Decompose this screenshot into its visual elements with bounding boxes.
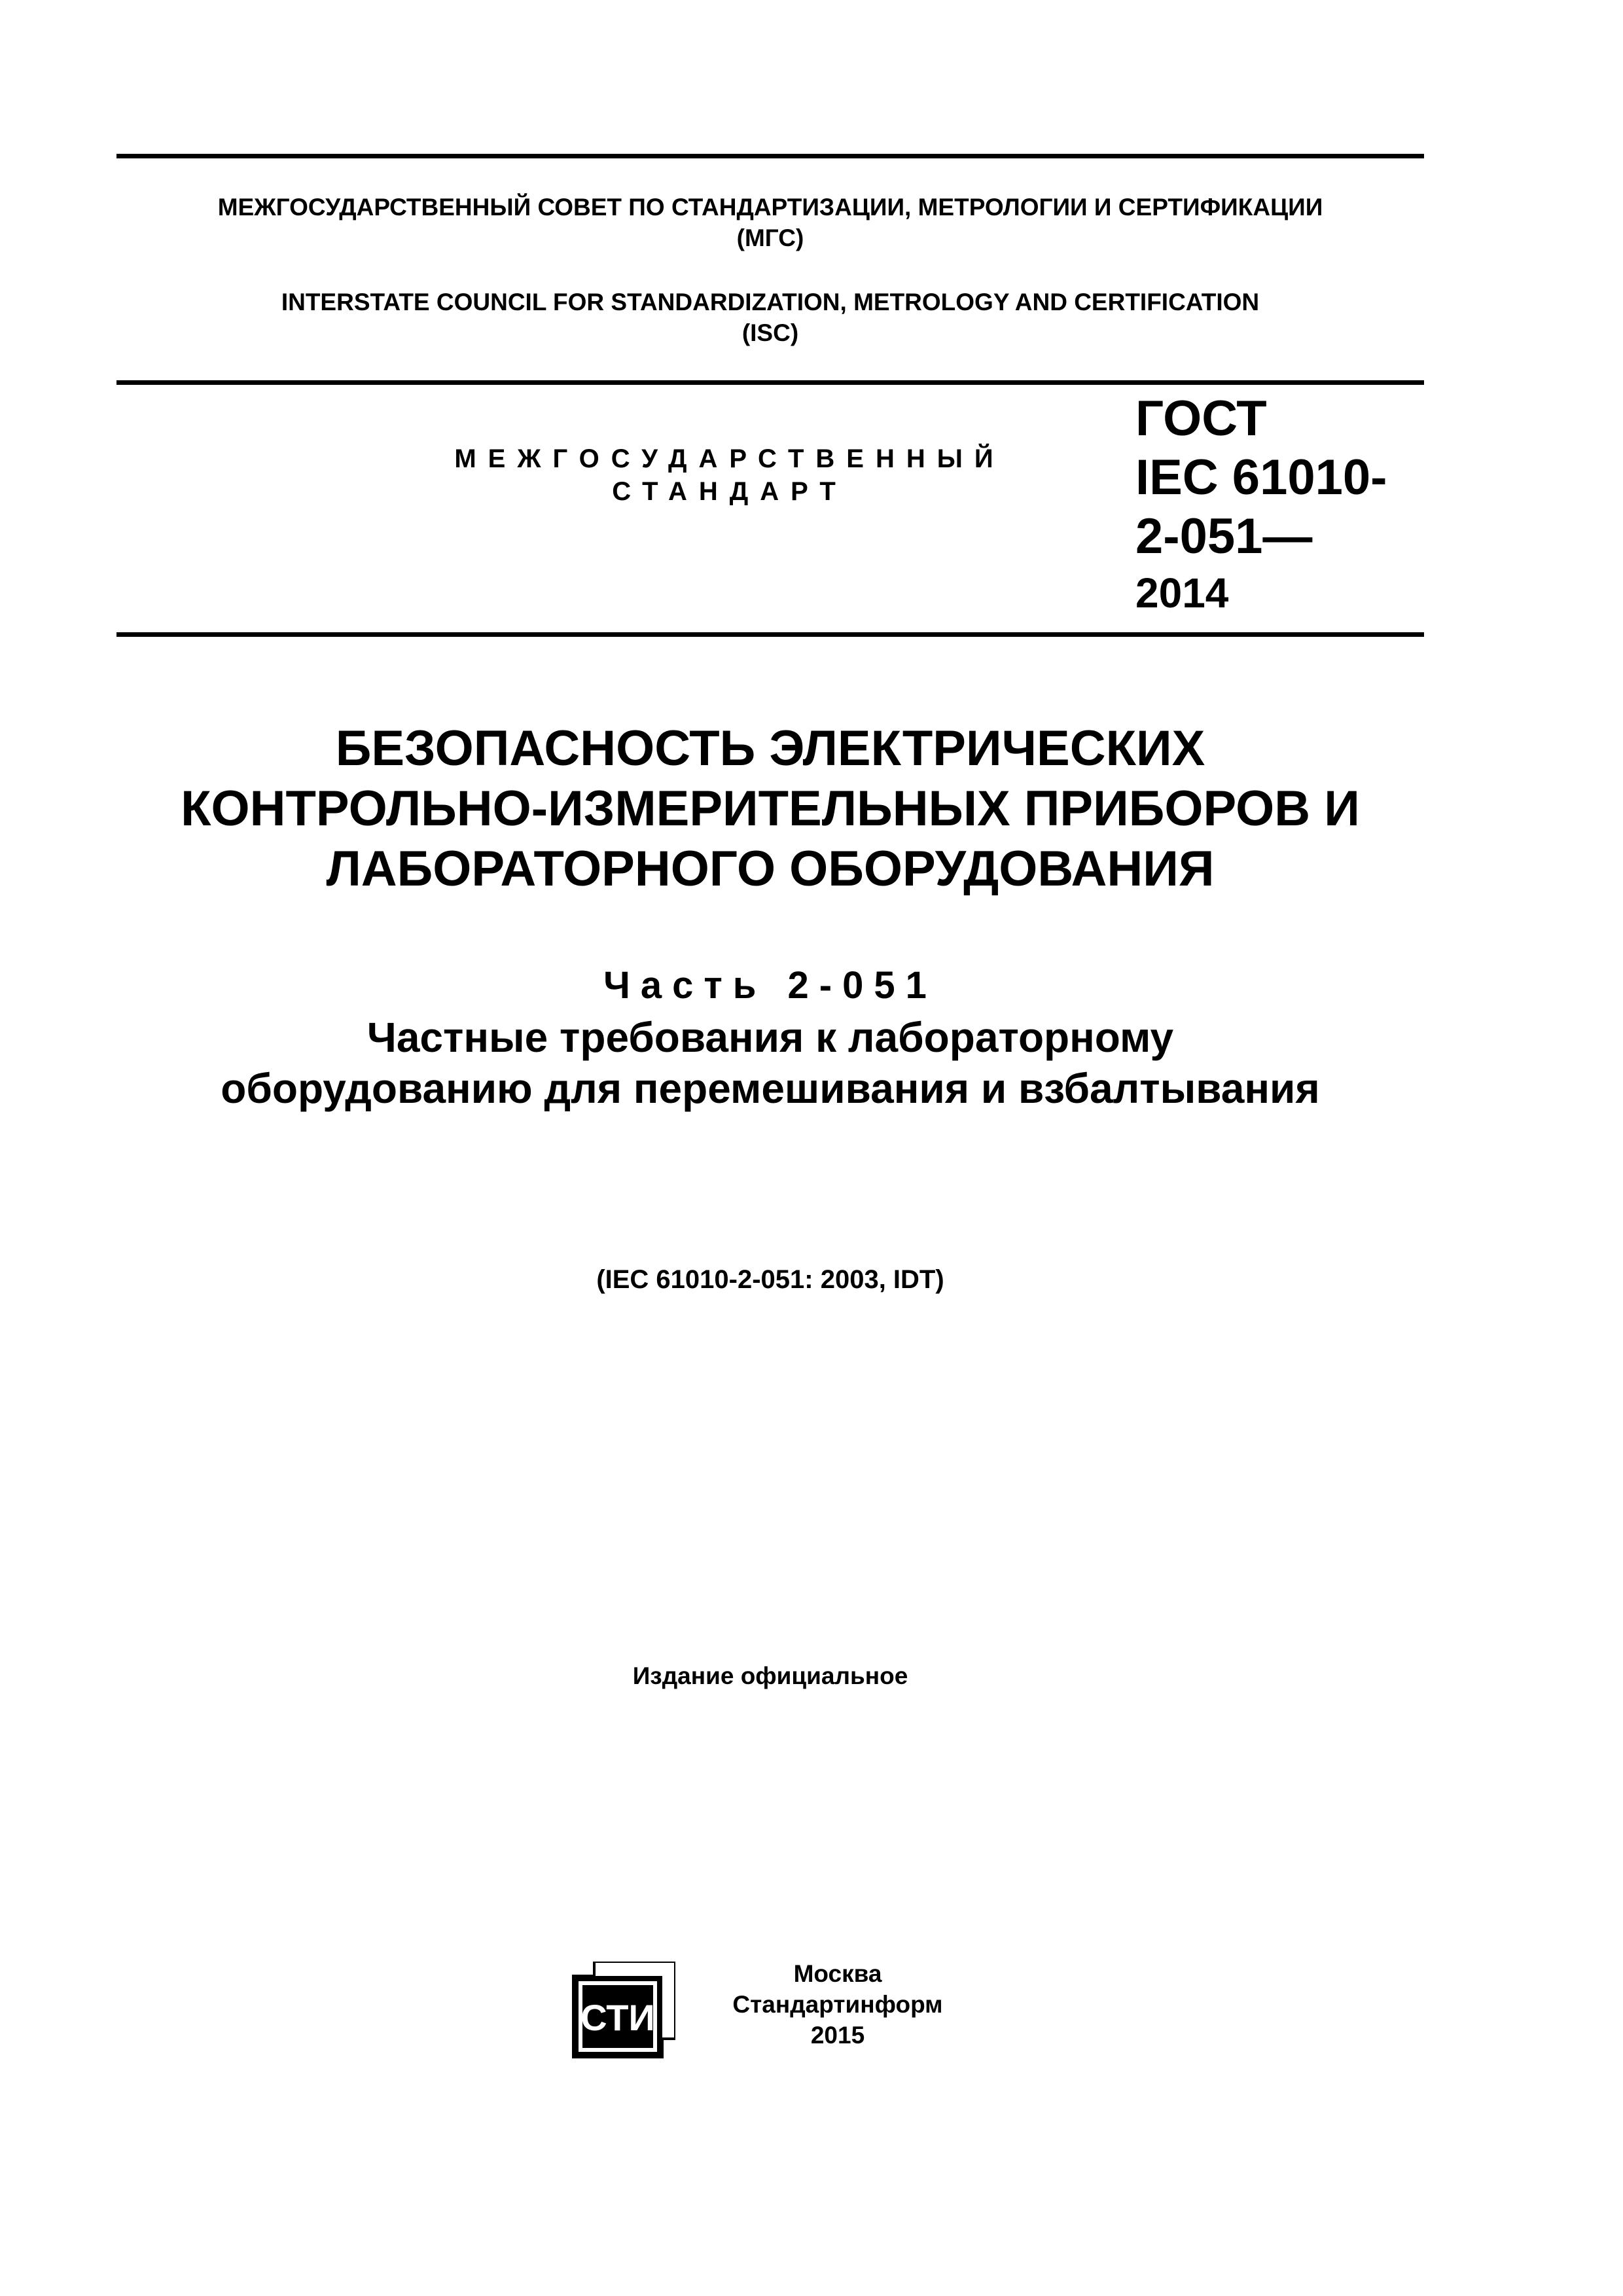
council-ru: МЕЖГОСУДАРСТВЕННЫЙ СОВЕТ ПО СТАНДАРТИЗАЦИИ, МЕТРОЛОГИИ И СЕРТИФИКАЦИИ — [217, 194, 1323, 221]
standard-kind-line1: МЕЖГОСУДАРСТВЕННЫЙ — [454, 444, 1005, 473]
part-title-line2: оборудованию для перемешивания и взбалтывания — [221, 1065, 1320, 1112]
edition-note: Издание официальное — [632, 1662, 908, 1689]
gost-line2: IEC 61010- — [1135, 450, 1387, 505]
publisher-name: Стандартинформ — [732, 1991, 943, 2018]
part-section — [116, 960, 1424, 1114]
publisher-year: 2015 — [810, 2022, 865, 2049]
gost-designation — [1135, 389, 1417, 620]
standartinform-logo-icon — [571, 1962, 675, 2060]
part-title-line1: Частные требования к лабораторному — [366, 1014, 1174, 1061]
council-header — [116, 192, 1424, 348]
council-ru-abbr: (МГС) — [736, 224, 804, 251]
title-line2: КОНТРОЛЬНО-ИЗМЕРИТЕЛЬНЫХ ПРИБОРОВ И — [181, 781, 1360, 836]
standard-kind-line2: СТАНДАРТ — [612, 477, 847, 506]
title-line1: БЕЗОПАСНОСТЬ ЭЛЕКТРИЧЕСКИХ — [335, 721, 1205, 776]
designation-rule — [116, 632, 1424, 637]
top-rule — [116, 154, 1424, 158]
title-line3: ЛАБОРАТОРНОГО ОБОРУДОВАНИЯ — [326, 841, 1215, 897]
logo-text: СТИ — [580, 1997, 655, 2038]
document-title — [116, 719, 1424, 899]
gost-line1: ГОСТ — [1135, 391, 1267, 446]
part-number: Часть 2-051 — [603, 964, 937, 1007]
header-rule — [116, 380, 1424, 385]
iec-identity: (IEC 61010-2-051: 2003, IDT) — [596, 1265, 944, 1294]
council-en: INTERSTATE COUNCIL FOR STANDARDIZATION, METROLOGY AND CERTIFICATION — [281, 289, 1260, 315]
publisher-city: Москва — [793, 1960, 882, 1987]
standard-kind — [393, 442, 1067, 508]
gost-line3: 2-051— — [1135, 509, 1313, 564]
gost-year: 2014 — [1135, 569, 1229, 617]
publisher-block — [700, 1958, 975, 2051]
council-en-abbr: (ISC) — [741, 319, 799, 346]
